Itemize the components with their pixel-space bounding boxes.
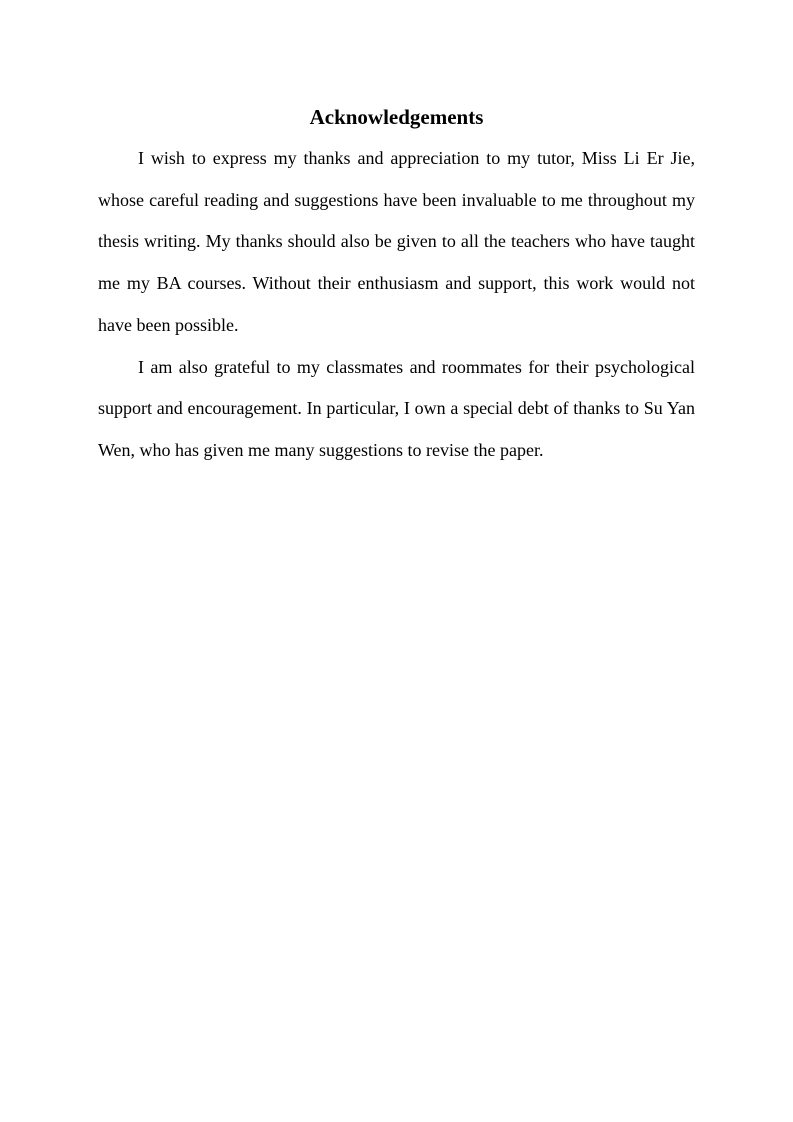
paragraph: I wish to express my thanks and appreciation to my tutor, Miss Li Er Jie, whose careful reading and suggestions have been invaluable to me throughout my thesis writing. My thanks should also be given to all the teachers who have taught me my BA courses. Without their enthusiasm and support, this work would not have been possible.	[98, 148, 695, 335]
page-title: Acknowledgements	[309, 105, 484, 129]
document-body	[98, 138, 695, 472]
paragraph: I am also grateful to my classmates and roommates for their psychological support and encouragement. In particular, I own a special debt of thanks to Su Yan Wen, who has given me many suggestions to revise the paper.	[98, 356, 695, 460]
